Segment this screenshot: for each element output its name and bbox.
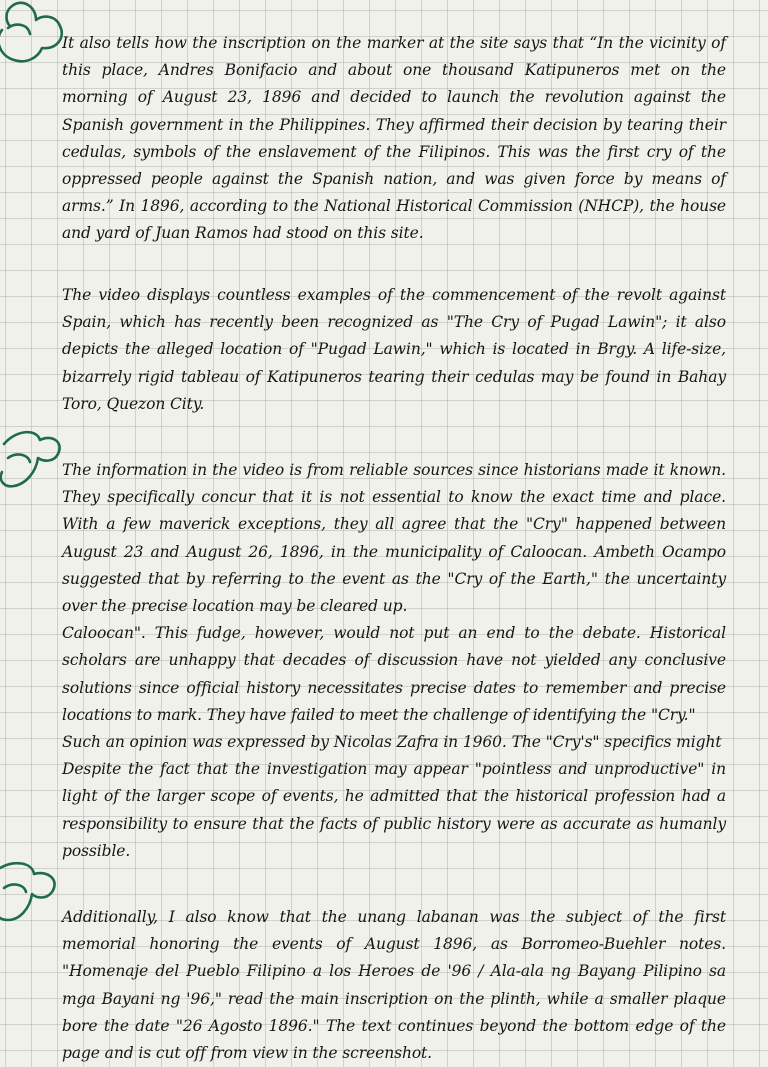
paragraph-video-description — [62, 282, 726, 418]
paragraph-text: Caloocan". This fudge, however, would not put an end to the debate. Historical scholars are unhappy that decades of discussion have not yielded any conclusive solutions since official history necessitates precise dates to remember and precise locations to mark. They have failed to meet the challenge of identifying the "Cry." — [62, 624, 726, 724]
paragraph-text: Such an opinion was expressed by Nicolas Zafra in 1960. The "Cry's" specifics might — [62, 733, 722, 752]
paragraph-text: Despite the fact that the investigation may appear "pointless and unproductive" in light of the larger scope of events, he admitted that the historical profession had a responsibility to ensure that the facts of public history were as accurate as humanly possible. — [62, 760, 726, 860]
flower-doodle-top-icon — [0, 0, 66, 74]
flower-doodle-middle-icon — [0, 426, 66, 500]
paragraph-historians — [62, 457, 726, 865]
paragraph-inscription — [62, 30, 726, 248]
paragraph-text: The video displays countless examples of the commencement of the revolt against Spain, which has recently been recognized as "The Cry of Pugad Lawin"; it also depicts the alleged location of "Pugad Lawin," which is located in Brgy. A life-size, bizarrely rigid tableau of Katipuneros tearing their cedulas may be found in Bahay Toro, Quezon City. — [62, 286, 726, 413]
flower-doodle-bottom-icon — [0, 858, 66, 934]
paragraph-text: The information in the video is from reliable sources since historians made it known. They specifically concur that it is not essential to know the exact time and place. With a few maverick exceptions, they all agree that the "Cry" happened between August 23 and August 26, 1896, in the municipality of Caloocan. Ambeth Ocampo suggested that by referring to the event as the "Cry of the Earth," the uncertainty over the precise location may be cleared up. — [62, 461, 726, 616]
paragraph-text: It also tells how the inscription on the marker at the site says that “In the vicinity of this place, Andres Bonifacio and about one thousand Katipuneros met on the morning of August 23, 1896 and decided to launch the revolution against the Spanish government in the Philippines. They affirmed their decision by tearing their cedulas, symbols of the enslavement of the Filipinos. This was the first cry of the oppressed people against the Spanish nation, and was given force by means of arms.” In 1896, according to the National Historical Commission (NHCP), the house and yard of Juan Ramos had stood on this site. — [62, 34, 726, 243]
paragraph-memorial — [62, 904, 726, 1067]
paragraph-text: Additionally, I also know that the unang labanan was the subject of the first memorial honoring the events of August 1896, as Borromeo-Buehler notes. "Homenaje del Pueblo Filipino a los Heroes de '96 / Ala-ala ng Bayang Pilipino sa mga Bayani ng '96," read the main inscription on the plinth, while a smaller plaque bore the date "26 Agosto 1896." The text continues beyond the bottom edge of the page and is cut off from view in the screenshot. — [62, 908, 726, 1063]
